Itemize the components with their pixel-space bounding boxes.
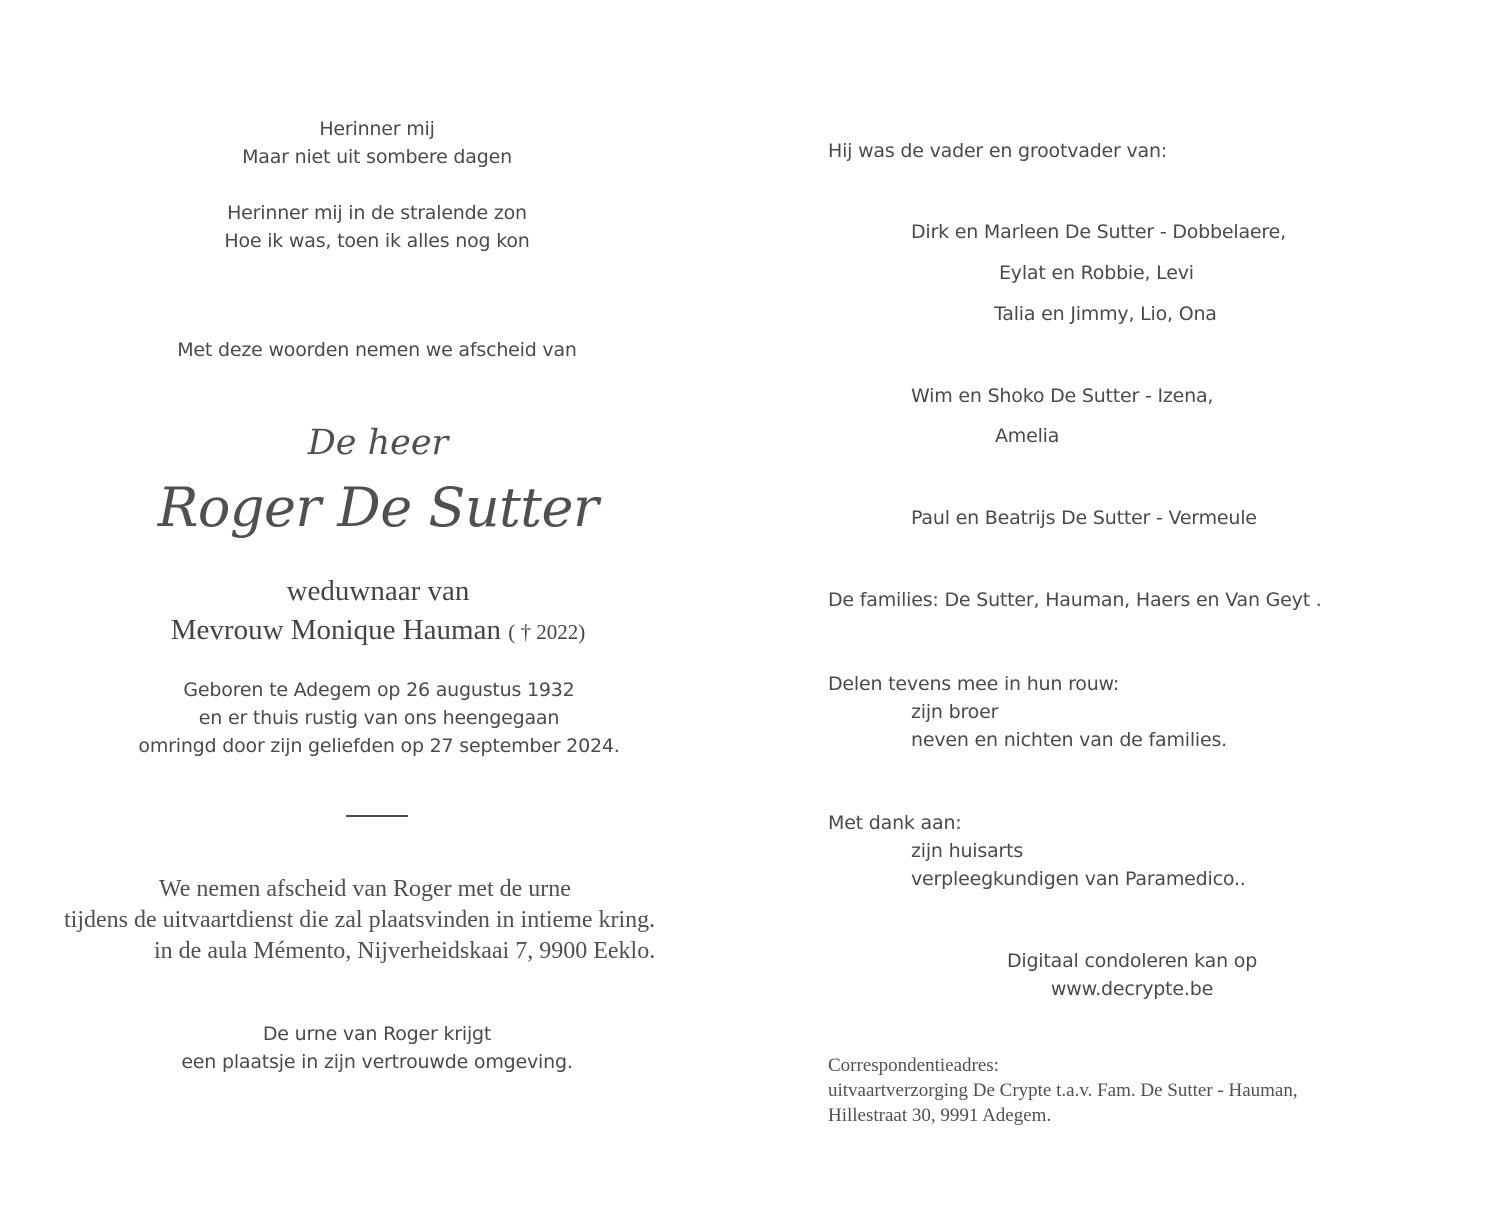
urn-line: De urne van Roger krijgt <box>262 1023 492 1045</box>
thanks-item: verpleegkundigen van Paramedico.. <box>911 868 1246 890</box>
correspondence-line: uitvaartverzorging De Crypte t.a.v. Fam. De Sutter - Hauman, <box>828 1080 1298 1101</box>
thanks-heading: Met dank aan: <box>828 812 962 834</box>
urn-line: een plaatsje in zijn vertrouwde omgeving. <box>181 1051 573 1073</box>
family-member: Talia en Jimmy, Lio, Ona <box>994 303 1217 325</box>
spouse-death: ( † 2022) <box>508 620 586 644</box>
mourning-item: zijn broer <box>911 701 999 723</box>
salutation: De heer <box>307 423 449 463</box>
ceremony-line: in de aula Mémento, Nijverheidskaai 7, 9900 Eeklo. <box>154 938 656 964</box>
poem-line: Maar niet uit sombere dagen <box>242 146 512 168</box>
thanks-item: zijn huisarts <box>911 840 1024 862</box>
life-line: omringd door zijn geliefden op 27 september 2024. <box>138 735 620 757</box>
condolence-text: Digitaal condoleren kan op <box>1006 950 1258 972</box>
life-line: Geboren te Adegem op 26 augustus 1932 <box>183 679 575 701</box>
family-member: Eylat en Robbie, Levi <box>999 262 1194 284</box>
widower-line: weduwnaar van <box>286 575 470 607</box>
family-member: Wim en Shoko De Sutter - Izena, <box>911 385 1214 407</box>
urn-text <box>127 1020 627 1076</box>
family-member: Dirk en Marleen De Sutter - Dobbelaere, <box>911 221 1286 243</box>
life-line: en er thuis rustig van ons heengegaan <box>198 707 560 729</box>
deceased-name: Roger De Sutter <box>157 476 599 539</box>
thanks-block <box>828 809 1246 893</box>
families-line: De families: De Sutter, Hauman, Haers en Van Geyt . <box>828 589 1322 611</box>
poem-line: Herinner mij <box>319 118 435 140</box>
correspondence-heading: Correspondentieadres: <box>828 1055 999 1076</box>
poem-line: Hoe ik was, toen ik alles nog kon <box>224 230 530 252</box>
ceremony-line: tijdens de uitvaartdienst die zal plaatsvinden in intieme kring. <box>64 907 656 933</box>
condolence-block <box>932 947 1332 1003</box>
family-heading: Hij was de vader en grootvader van: <box>828 140 1168 162</box>
condolence-link[interactable]: www.decrypte.be <box>1050 978 1214 1000</box>
mourning-item: neven en nichten van de families. <box>911 729 1228 751</box>
poem <box>177 115 577 255</box>
poem-line: Herinner mij in de stralende zon <box>227 202 527 224</box>
ceremony-line: We nemen afscheid van Roger met de urne <box>159 876 571 902</box>
family-member: Paul en Beatrijs De Sutter - Vermeule <box>911 507 1257 529</box>
divider <box>346 815 408 817</box>
spouse-name: Mevrouw Monique Hauman <box>170 614 501 646</box>
correspondence-block <box>828 1053 1298 1128</box>
intro-text: Met deze woorden nemen we afscheid van <box>177 339 577 361</box>
mourning-heading: Delen tevens mee in hun rouw: <box>828 673 1120 695</box>
family-member: Amelia <box>995 425 1060 447</box>
spouse-line <box>100 614 656 647</box>
mourning-block <box>828 670 1227 754</box>
correspondence-line: Hillestraat 30, 9991 Adegem. <box>828 1105 1052 1126</box>
life-dates <box>79 676 679 760</box>
